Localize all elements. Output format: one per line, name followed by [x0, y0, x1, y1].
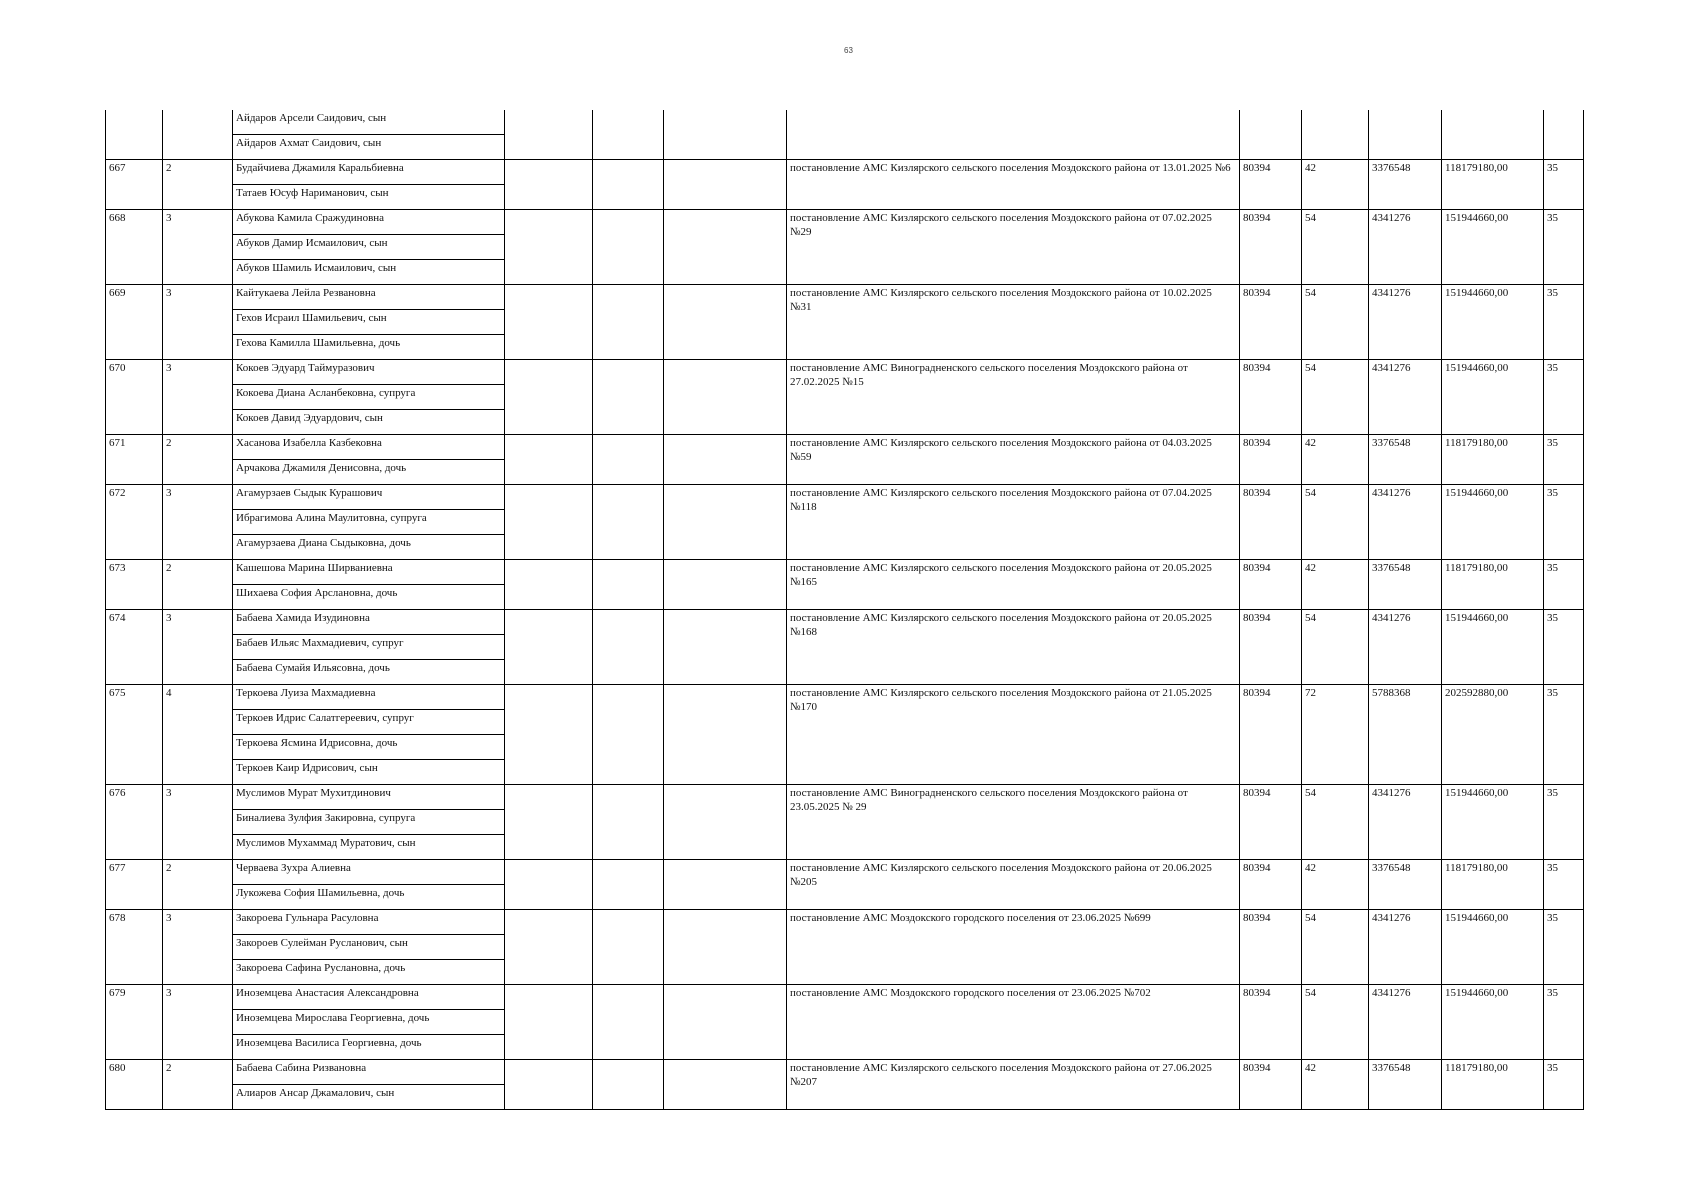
table-row [106, 360, 1584, 385]
family-member-cell: Шихаева София Арслановна, дочь [233, 585, 505, 610]
value-cell: 3376548 [1369, 435, 1442, 485]
value-cell: 3376548 [1369, 160, 1442, 210]
table-row [106, 785, 1584, 810]
empty-cell [664, 560, 787, 610]
value-cell: 54 [1302, 485, 1369, 560]
family-member-cell: Арчакова Джамиля Денисовна, дочь [233, 460, 505, 485]
family-member-cell: Агамурзаев Сыдык Курашович [233, 485, 505, 510]
value-cell: 54 [1302, 610, 1369, 685]
family-member-cell: Алиаров Ансар Джамалович, сын [233, 1085, 505, 1110]
record-number-cell: 674 [106, 610, 163, 685]
table-row [106, 610, 1584, 635]
family-member-cell: Закороева Сафина Руслановна, дочь [233, 960, 505, 985]
family-member-cell: Татаев Юсуф Нариманович, сын [233, 185, 505, 210]
table-row [106, 910, 1584, 935]
record-number-cell: 680 [106, 1060, 163, 1110]
family-size-cell: 3 [163, 360, 233, 435]
empty-cell [505, 785, 593, 860]
empty-cell [593, 910, 664, 985]
record-number-cell: 672 [106, 485, 163, 560]
family-size-cell: 3 [163, 910, 233, 985]
table-row [106, 685, 1584, 710]
decree-cell: постановление АМС Кизлярского сельского поселения Моздокского района от 07.04.2025 №118 [787, 485, 1240, 560]
empty-cell [593, 860, 664, 910]
value-cell: 54 [1302, 360, 1369, 435]
record-number-cell: 667 [106, 160, 163, 210]
value-cell: 72 [1302, 685, 1369, 785]
family-member-cell: Биналиева Зулфия Закировна, супруга [233, 810, 505, 835]
decree-cell [787, 110, 1240, 160]
value-cell: 35 [1544, 160, 1584, 210]
empty-cell [664, 110, 787, 160]
register-table [105, 110, 1584, 1110]
value-cell: 80394 [1240, 485, 1302, 560]
value-cell: 35 [1544, 910, 1584, 985]
amount-cell: 118179180,00 [1442, 860, 1544, 910]
empty-cell [505, 435, 593, 485]
empty-cell [664, 860, 787, 910]
value-cell: 3376548 [1369, 860, 1442, 910]
decree-cell: постановление АМС Моздокского городского поселения от 23.06.2025 №702 [787, 985, 1240, 1060]
value-cell: 35 [1544, 435, 1584, 485]
decree-cell: постановление АМС Моздокского городского поселения от 23.06.2025 №699 [787, 910, 1240, 985]
family-member-cell: Закороев Сулейман Русланович, сын [233, 935, 505, 960]
value-cell: 80394 [1240, 860, 1302, 910]
value-cell: 80394 [1240, 435, 1302, 485]
value-cell: 80394 [1240, 360, 1302, 435]
family-member-cell: Гехова Камилла Шамильевна, дочь [233, 335, 505, 360]
amount-cell: 118179180,00 [1442, 1060, 1544, 1110]
amount-cell: 151944660,00 [1442, 610, 1544, 685]
value-cell: 35 [1544, 210, 1584, 285]
empty-cell [505, 160, 593, 210]
family-member-cell: Ибрагимова Алина Маулитовна, супруга [233, 510, 505, 535]
family-member-cell: Бабаева Хамида Изудиновна [233, 610, 505, 635]
empty-cell [664, 360, 787, 435]
empty-cell [664, 910, 787, 985]
amount-cell: 202592880,00 [1442, 685, 1544, 785]
family-size-cell: 2 [163, 560, 233, 610]
family-member-cell: Бабаева Сумайя Ильясовна, дочь [233, 660, 505, 685]
family-member-cell: Теркоева Луиза Махмадиевна [233, 685, 505, 710]
value-cell: 80394 [1240, 985, 1302, 1060]
value-cell: 42 [1302, 160, 1369, 210]
amount-cell: 151944660,00 [1442, 360, 1544, 435]
table-row [106, 110, 1584, 135]
value-cell: 42 [1302, 435, 1369, 485]
empty-cell [664, 1060, 787, 1110]
empty-cell [505, 910, 593, 985]
amount-cell: 151944660,00 [1442, 785, 1544, 860]
empty-cell [664, 210, 787, 285]
family-size-cell: 2 [163, 435, 233, 485]
empty-cell [593, 560, 664, 610]
family-size-cell: 3 [163, 285, 233, 360]
record-number-cell: 677 [106, 860, 163, 910]
family-member-cell: Хасанова Изабелла Казбековна [233, 435, 505, 460]
empty-cell [593, 210, 664, 285]
empty-cell [505, 860, 593, 910]
record-number-cell: 676 [106, 785, 163, 860]
value-cell: 4341276 [1369, 910, 1442, 985]
empty-cell [664, 435, 787, 485]
value-cell: 80394 [1240, 210, 1302, 285]
family-member-cell: Черваева Зухра Алиевна [233, 860, 505, 885]
value-cell: 80394 [1240, 685, 1302, 785]
family-member-cell: Теркоева Ясмина Идрисовна, дочь [233, 735, 505, 760]
value-cell: 4341276 [1369, 360, 1442, 435]
empty-cell [664, 610, 787, 685]
record-number-cell: 675 [106, 685, 163, 785]
value-cell: 4341276 [1369, 610, 1442, 685]
table-row [106, 160, 1584, 185]
family-size-cell: 2 [163, 160, 233, 210]
family-member-cell: Теркоев Идрис Салатгереевич, супруг [233, 710, 505, 735]
family-member-cell: Абукова Камила Сражудиновна [233, 210, 505, 235]
amount-cell: 118179180,00 [1442, 560, 1544, 610]
value-cell: 4341276 [1369, 285, 1442, 360]
family-member-cell: Иноземцева Василиса Георгиевна, дочь [233, 1035, 505, 1060]
value-cell: 3376548 [1369, 560, 1442, 610]
value-cell: 4341276 [1369, 985, 1442, 1060]
amount-cell: 118179180,00 [1442, 435, 1544, 485]
family-member-cell: Агамурзаева Диана Сыдыковна, дочь [233, 535, 505, 560]
table-row [106, 860, 1584, 885]
amount-cell: 151944660,00 [1442, 210, 1544, 285]
family-member-cell: Муслимов Мухаммад Муратович, сын [233, 835, 505, 860]
table-row [106, 210, 1584, 235]
value-cell: 80394 [1240, 785, 1302, 860]
family-member-cell: Теркоев Каир Идрисович, сын [233, 760, 505, 785]
value-cell [1369, 110, 1442, 160]
empty-cell [664, 985, 787, 1060]
empty-cell [664, 785, 787, 860]
empty-cell [593, 685, 664, 785]
family-member-cell: Айдаров Ахмат Саидович, сын [233, 135, 505, 160]
amount-cell: 151944660,00 [1442, 485, 1544, 560]
empty-cell [505, 110, 593, 160]
family-member-cell: Кокоев Давид Эдуардович, сын [233, 410, 505, 435]
family-member-cell: Бабаев Ильяс Махмадиевич, супруг [233, 635, 505, 660]
amount-cell: 151944660,00 [1442, 985, 1544, 1060]
decree-cell: постановление АМС Кизлярского сельского поселения Моздокского района от 07.02.2025 №29 [787, 210, 1240, 285]
decree-cell: постановление АМС Кизлярского сельского поселения Моздокского района от 27.06.2025 №207 [787, 1060, 1240, 1110]
value-cell: 54 [1302, 985, 1369, 1060]
value-cell: 54 [1302, 785, 1369, 860]
amount-cell [1442, 110, 1544, 160]
family-size-cell: 3 [163, 210, 233, 285]
value-cell [1544, 110, 1584, 160]
table-row [106, 485, 1584, 510]
value-cell: 4341276 [1369, 485, 1442, 560]
register-body [106, 110, 1584, 1110]
value-cell: 35 [1544, 285, 1584, 360]
empty-cell [505, 360, 593, 435]
value-cell: 42 [1302, 1060, 1369, 1110]
family-member-cell: Иноземцева Мирослава Георгиевна, дочь [233, 1010, 505, 1035]
value-cell: 35 [1544, 985, 1584, 1060]
family-member-cell: Лукожева София Шамильевна, дочь [233, 885, 505, 910]
value-cell: 35 [1544, 560, 1584, 610]
value-cell: 80394 [1240, 160, 1302, 210]
family-size-cell: 3 [163, 610, 233, 685]
value-cell: 54 [1302, 285, 1369, 360]
amount-cell: 151944660,00 [1442, 910, 1544, 985]
decree-cell: постановление АМС Кизлярского сельского поселения Моздокского района от 04.03.2025 №59 [787, 435, 1240, 485]
family-member-cell: Кокоев Эдуард Таймуразович [233, 360, 505, 385]
value-cell: 4341276 [1369, 210, 1442, 285]
family-size-cell [163, 110, 233, 160]
value-cell: 80394 [1240, 610, 1302, 685]
record-number-cell: 679 [106, 985, 163, 1060]
record-number-cell: 670 [106, 360, 163, 435]
empty-cell [593, 785, 664, 860]
empty-cell [664, 160, 787, 210]
family-size-cell: 2 [163, 860, 233, 910]
decree-cell: постановление АМС Виноградненского сельского поселения Моздокского района от 27.02.2025 №15 [787, 360, 1240, 435]
value-cell: 35 [1544, 685, 1584, 785]
value-cell: 54 [1302, 210, 1369, 285]
record-number-cell: 669 [106, 285, 163, 360]
table-row [106, 1060, 1584, 1085]
family-member-cell: Кайтукаева Лейла Резвановна [233, 285, 505, 310]
empty-cell [505, 985, 593, 1060]
family-size-cell: 2 [163, 1060, 233, 1110]
family-member-cell: Абуков Шамиль Исмаилович, сын [233, 260, 505, 285]
value-cell: 80394 [1240, 560, 1302, 610]
family-member-cell: Айдаров Арсели Саидович, сын [233, 110, 505, 135]
decree-cell: постановление АМС Кизлярского сельского поселения Моздокского района от 20.05.2025 №168 [787, 610, 1240, 685]
table-row [106, 435, 1584, 460]
empty-cell [505, 610, 593, 685]
empty-cell [593, 985, 664, 1060]
family-member-cell: Абуков Дамир Исмаилович, сын [233, 235, 505, 260]
value-cell: 5788368 [1369, 685, 1442, 785]
record-number-cell: 668 [106, 210, 163, 285]
empty-cell [664, 485, 787, 560]
empty-cell [593, 360, 664, 435]
empty-cell [505, 210, 593, 285]
empty-cell [505, 285, 593, 360]
value-cell: 3376548 [1369, 1060, 1442, 1110]
family-size-cell: 4 [163, 685, 233, 785]
value-cell: 35 [1544, 360, 1584, 435]
empty-cell [593, 285, 664, 360]
value-cell: 35 [1544, 610, 1584, 685]
decree-cell: постановление АМС Кизлярского сельского поселения Моздокского района от 13.01.2025 №6 [787, 160, 1240, 210]
family-member-cell: Закороева Гульнара Расуловна [233, 910, 505, 935]
empty-cell [593, 160, 664, 210]
value-cell: 42 [1302, 860, 1369, 910]
table-row [106, 985, 1584, 1010]
value-cell: 35 [1544, 785, 1584, 860]
record-number-cell: 671 [106, 435, 163, 485]
family-member-cell: Кашешова Марина Ширваниевна [233, 560, 505, 585]
value-cell: 42 [1302, 560, 1369, 610]
family-member-cell: Будайчиева Джамиля Каральбиевна [233, 160, 505, 185]
value-cell: 80394 [1240, 1060, 1302, 1110]
value-cell: 35 [1544, 860, 1584, 910]
table-row [106, 560, 1584, 585]
empty-cell [593, 1060, 664, 1110]
decree-cell: постановление АМС Виноградненского сельского поселения Моздокского района от 23.05.2025 № 29 [787, 785, 1240, 860]
decree-cell: постановление АМС Кизлярского сельского поселения Моздокского района от 21.05.2025 №170 [787, 685, 1240, 785]
value-cell: 4341276 [1369, 785, 1442, 860]
decree-cell: постановление АМС Кизлярского сельского поселения Моздокского района от 20.05.2025 №165 [787, 560, 1240, 610]
family-member-cell: Муслимов Мурат Мухитдинович [233, 785, 505, 810]
empty-cell [505, 485, 593, 560]
value-cell: 54 [1302, 910, 1369, 985]
record-number-cell: 673 [106, 560, 163, 610]
value-cell: 80394 [1240, 910, 1302, 985]
family-size-cell: 3 [163, 485, 233, 560]
family-member-cell: Иноземцева Анастасия Александровна [233, 985, 505, 1010]
empty-cell [505, 560, 593, 610]
empty-cell [664, 685, 787, 785]
value-cell: 35 [1544, 1060, 1584, 1110]
family-size-cell: 3 [163, 985, 233, 1060]
table-row [106, 285, 1584, 310]
empty-cell [593, 485, 664, 560]
page-number: 63 [844, 46, 853, 55]
empty-cell [664, 285, 787, 360]
family-member-cell: Гехов Исраил Шамильевич, сын [233, 310, 505, 335]
family-member-cell: Кокоева Диана Асланбековна, супруга [233, 385, 505, 410]
empty-cell [593, 435, 664, 485]
value-cell [1302, 110, 1369, 160]
empty-cell [505, 1060, 593, 1110]
value-cell: 80394 [1240, 285, 1302, 360]
decree-cell: постановление АМС Кизлярского сельского поселения Моздокского района от 20.06.2025 №205 [787, 860, 1240, 910]
decree-cell: постановление АМС Кизлярского сельского поселения Моздокского района от 10.02.2025 №31 [787, 285, 1240, 360]
amount-cell: 151944660,00 [1442, 285, 1544, 360]
value-cell: 35 [1544, 485, 1584, 560]
empty-cell [593, 110, 664, 160]
family-size-cell: 3 [163, 785, 233, 860]
family-member-cell: Бабаева Сабина Ризвановна [233, 1060, 505, 1085]
value-cell [1240, 110, 1302, 160]
empty-cell [505, 685, 593, 785]
record-number-cell: 678 [106, 910, 163, 985]
empty-cell [593, 610, 664, 685]
record-number-cell [106, 110, 163, 160]
amount-cell: 118179180,00 [1442, 160, 1544, 210]
